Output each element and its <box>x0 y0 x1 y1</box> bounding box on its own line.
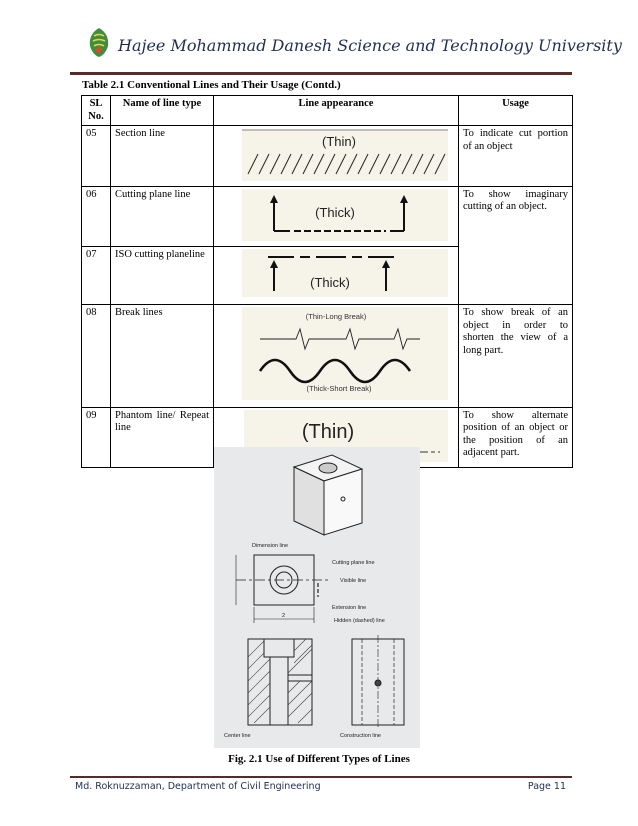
page-number: Page 11 <box>527 781 566 792</box>
extension-line-label: Extension line <box>332 605 367 611</box>
appearance-label: (Thick-Short Break) <box>306 383 372 393</box>
cutting-plane-line-appearance <box>214 186 459 247</box>
dimension-line-label: Dimension line <box>252 543 289 549</box>
row-name: Phantom line/ Repeat line <box>111 407 214 468</box>
line-types-table <box>81 95 573 468</box>
isometric-block <box>294 455 362 535</box>
break-lines-appearance <box>214 304 459 407</box>
table-header-row <box>82 96 573 126</box>
line-types-figure <box>214 447 420 748</box>
row-name: Cutting plane line <box>111 186 214 247</box>
university-logo <box>86 26 112 58</box>
row-usage: To indicate cut portion of an object <box>459 126 573 187</box>
footer-rule <box>70 776 572 778</box>
appearance-label: (Thin) <box>301 420 355 443</box>
row-sl: 05 <box>82 126 111 187</box>
table-row <box>82 126 573 187</box>
visible-line-label: Visible line <box>340 578 367 584</box>
table-caption: Table 2.1 Conventional Lines and Their Usage (Contd.) <box>82 79 341 91</box>
cutting-plane-line-label: Cutting plane line <box>332 560 375 566</box>
header-name: Name of line type <box>111 96 214 126</box>
appearance-label: (Thin-Long Break) <box>305 311 367 321</box>
row-usage: To show break of an object in order to shorten the view of a long part. <box>459 304 573 407</box>
row-sl: 06 <box>82 186 111 247</box>
header-rule <box>70 72 572 75</box>
row-usage: To show imaginary cutting of an object. <box>459 186 573 304</box>
header-appearance: Line appearance <box>214 96 459 126</box>
row-name: ISO cutting planeline <box>111 247 214 305</box>
row-sl: 08 <box>82 304 111 407</box>
row-sl: 09 <box>82 407 111 468</box>
dimension-value: 2 <box>282 613 286 619</box>
appearance-label: (Thick) <box>315 204 355 220</box>
figure-caption: Fig. 2.1 Use of Different Types of Lines <box>228 753 410 765</box>
footer-author: Md. Roknuzzaman, Department of Civil Engineering <box>75 781 321 792</box>
construction-line-label: Construction line <box>340 733 381 739</box>
row-name: Break lines <box>111 304 214 407</box>
center-line-label: Center line <box>224 733 251 739</box>
header-usage: Usage <box>459 96 573 126</box>
row-sl: 07 <box>82 247 111 305</box>
page-header <box>80 26 622 70</box>
section-line-appearance <box>214 126 459 187</box>
table-row <box>82 186 573 247</box>
appearance-label: (Thin) <box>322 134 356 150</box>
university-title: Hajee Mohammad Danesh Science and Technology University <box>118 36 622 55</box>
iso-cutting-plane-line-appearance <box>214 247 459 305</box>
row-usage: To show alternate position of an object or the position of an adjacent part. <box>459 407 573 468</box>
table-row <box>82 304 573 407</box>
hidden-line-label: Hidden (dashed) line <box>334 618 385 624</box>
appearance-label: (Thick) <box>310 275 350 291</box>
row-name: Section line <box>111 126 214 187</box>
header-sl: SL No. <box>82 96 111 126</box>
